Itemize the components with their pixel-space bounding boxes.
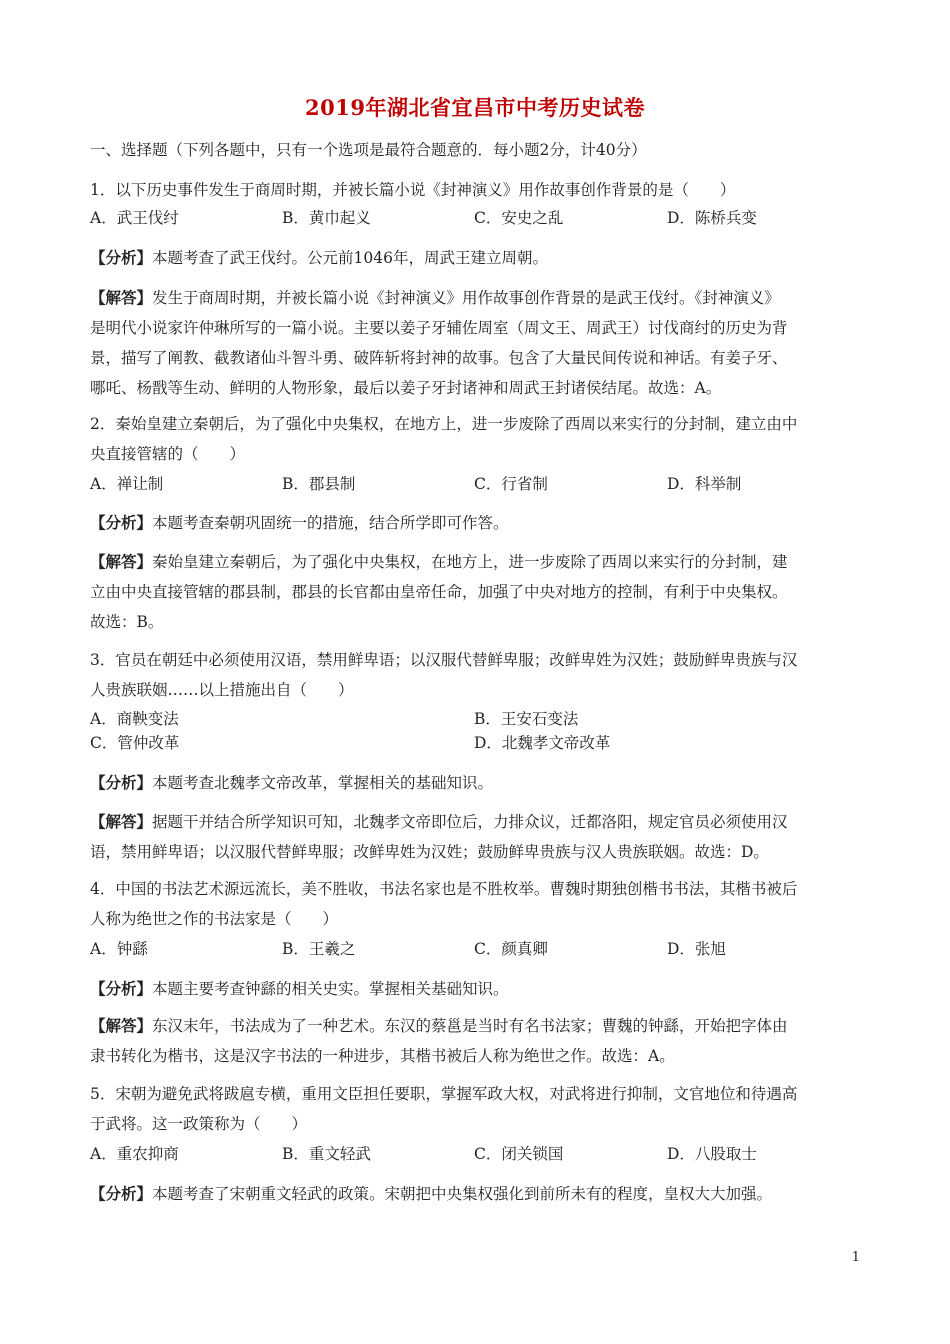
q4-option-c: C．颜真卿 (474, 940, 548, 958)
q1-option-c: C．安史之乱 (474, 209, 564, 227)
q2-answer-text: 秦始皇建立秦朝后，为了强化中央集权，在地方上，进一步废除了西周以来实行的分封制，建 (152, 553, 788, 571)
page-title: 2019年湖北省宜昌市中考历史试卷 (305, 95, 645, 120)
section-heading: 一、选择题（下列各题中，只有一个选项是最符合题意的．每小题2分，计40分） (90, 141, 647, 159)
analysis-tag: 【分析】 (90, 1184, 153, 1203)
analysis-tag: 【分析】 (90, 248, 153, 267)
q4-option-b: B．王羲之 (282, 940, 356, 958)
q2-option-b: B．郡县制 (282, 475, 356, 493)
answer-tag: 【解答】 (90, 812, 153, 831)
q1-answer-line-3: 景，描写了阐教、截教诸仙斗智斗勇、破阵斩将封神的故事。包含了大量民间传说和神话。有姜子牙、 (90, 349, 788, 367)
q1-answer-text: 发生于商周时期，并被长篇小说《封神演义》用作故事创作背景的是武王伐纣。《封神演义》 (152, 289, 780, 307)
answer-tag: 【解答】 (90, 288, 153, 307)
q3-option-c: C．管仲改革 (90, 734, 180, 752)
q2-option-d: D．科举制 (667, 475, 742, 493)
q1-option-d: D．陈桥兵变 (667, 209, 757, 227)
analysis-tag: 【分析】 (90, 773, 153, 792)
q5-option-a: A．重农抑商 (90, 1145, 179, 1163)
question-2-stem-line-2: 央直接管辖的（ ） (90, 445, 246, 463)
q2-option-a: A．禅让制 (90, 475, 164, 493)
q3-answer-text: 据题干并结合所学知识可知，北魏孝文帝即位后，力排众议，迁都洛阳，规定官员必须使用汉 (152, 813, 788, 831)
q1-option-a: A．武王伐纣 (90, 209, 179, 227)
q5-option-b: B．重文轻武 (282, 1145, 371, 1163)
q3-answer-line-2: 语，禁用鲜卑语；以汉服代替鲜卑服；改鲜卑姓为汉姓；鼓励鲜卑贵族与汉人贵族联姻。故选：D。 (90, 843, 769, 861)
q4-answer-line-1 (90, 1016, 788, 1036)
q5-analysis (90, 1184, 772, 1204)
q3-option-a: A．商鞅变法 (90, 710, 179, 728)
answer-tag: 【解答】 (90, 552, 153, 571)
analysis-tag: 【分析】 (90, 513, 153, 532)
question-4-stem-line-2: 人称为绝世之作的书法家是（ ） (90, 910, 339, 928)
q1-analysis (90, 248, 548, 268)
q2-answer-line-2: 立由中央直接管辖的郡县制，郡县的长官都由皇帝任命，加强了中央对地方的控制，有利于中央集权。 (90, 583, 788, 601)
q4-answer-line-2: 隶书转化为楷书，这是汉字书法的一种进步，其楷书被后人称为绝世之作。故选：A。 (90, 1047, 675, 1065)
q1-answer-line-4: 哪吒、杨戬等生动、鲜明的人物形象，最后以姜子牙封诸神和周武王封诸侯结尾。故选：A。 (90, 379, 722, 397)
q3-analysis (90, 773, 493, 793)
q2-answer-line-3: 故选：B。 (90, 613, 164, 631)
question-3-stem-line-1: 3．官员在朝廷中必须使用汉语，禁用鲜卑语；以汉服代替鲜卑服；改鲜卑姓为汉姓；鼓励鲜卑贵族与汉 (90, 651, 798, 669)
q4-option-a: A．钟繇 (90, 940, 148, 958)
q2-answer-line-1 (90, 552, 788, 572)
q5-option-d: D．八股取士 (667, 1145, 757, 1163)
q4-analysis-text: 本题主要考查钟繇的相关史实。掌握相关基础知识。 (152, 980, 509, 998)
q1-option-b: B．黄巾起义 (282, 209, 371, 227)
q4-option-d: D．张旭 (667, 940, 726, 958)
question-3-stem-line-2: 人贵族联姻……以上措施出自（ ） (90, 681, 354, 699)
question-5-stem-line-2: 于武将。这一政策称为（ ） (90, 1115, 308, 1133)
q4-analysis (90, 979, 509, 999)
question-5-stem-line-1: 5．宋朝为避免武将跋扈专横，重用文臣担任要职，掌握军政大权，对武将进行抑制，文官地位和待遇高 (90, 1085, 798, 1103)
q4-answer-text: 东汉末年，书法成为了一种艺术。东汉的蔡邕是当时有名书法家；曹魏的钟繇，开始把字体由 (152, 1017, 788, 1035)
q1-analysis-text: 本题考查了武王伐纣。公元前1046年，周武王建立周朝。 (152, 249, 548, 267)
q2-analysis-text: 本题考查秦朝巩固统一的措施，结合所学即可作答。 (152, 514, 509, 532)
q5-analysis-text: 本题考查了宋朝重文轻武的政策。宋朝把中央集权强化到前所未有的程度，皇权大大加强。 (152, 1185, 773, 1203)
question-1-stem: 1．以下历史事件发生于商周时期，并被长篇小说《封神演义》用作故事创作背景的是（ ） (90, 181, 736, 199)
question-4-stem-line-1: 4．中国的书法艺术源远流长，美不胜收，书法名家也是不胜枚举。曹魏时期独创楷书书法，其楷书被后 (90, 880, 798, 898)
q1-answer-line-1 (90, 288, 780, 308)
q3-analysis-text: 本题考查北魏孝文帝改革，掌握相关的基础知识。 (152, 774, 494, 792)
question-2-stem-line-1: 2．秦始皇建立秦朝后，为了强化中央集权，在地方上，进一步废除了西周以来实行的分封制，建立由中 (90, 415, 798, 433)
q2-option-c: C．行省制 (474, 475, 548, 493)
q5-option-c: C．闭关锁国 (474, 1145, 564, 1163)
q3-answer-line-1 (90, 812, 788, 832)
q2-analysis (90, 513, 509, 533)
q3-option-d: D．北魏孝文帝改革 (474, 734, 611, 752)
q1-answer-line-2: 是明代小说家许仲琳所写的一篇小说。主要以姜子牙辅佐周室（周文王、周武王）讨伐商纣的历史为背 (90, 319, 788, 337)
answer-tag: 【解答】 (90, 1016, 153, 1035)
page-number: 1 (851, 1250, 860, 1265)
analysis-tag: 【分析】 (90, 979, 153, 998)
q3-option-b: B．王安石变法 (474, 710, 579, 728)
